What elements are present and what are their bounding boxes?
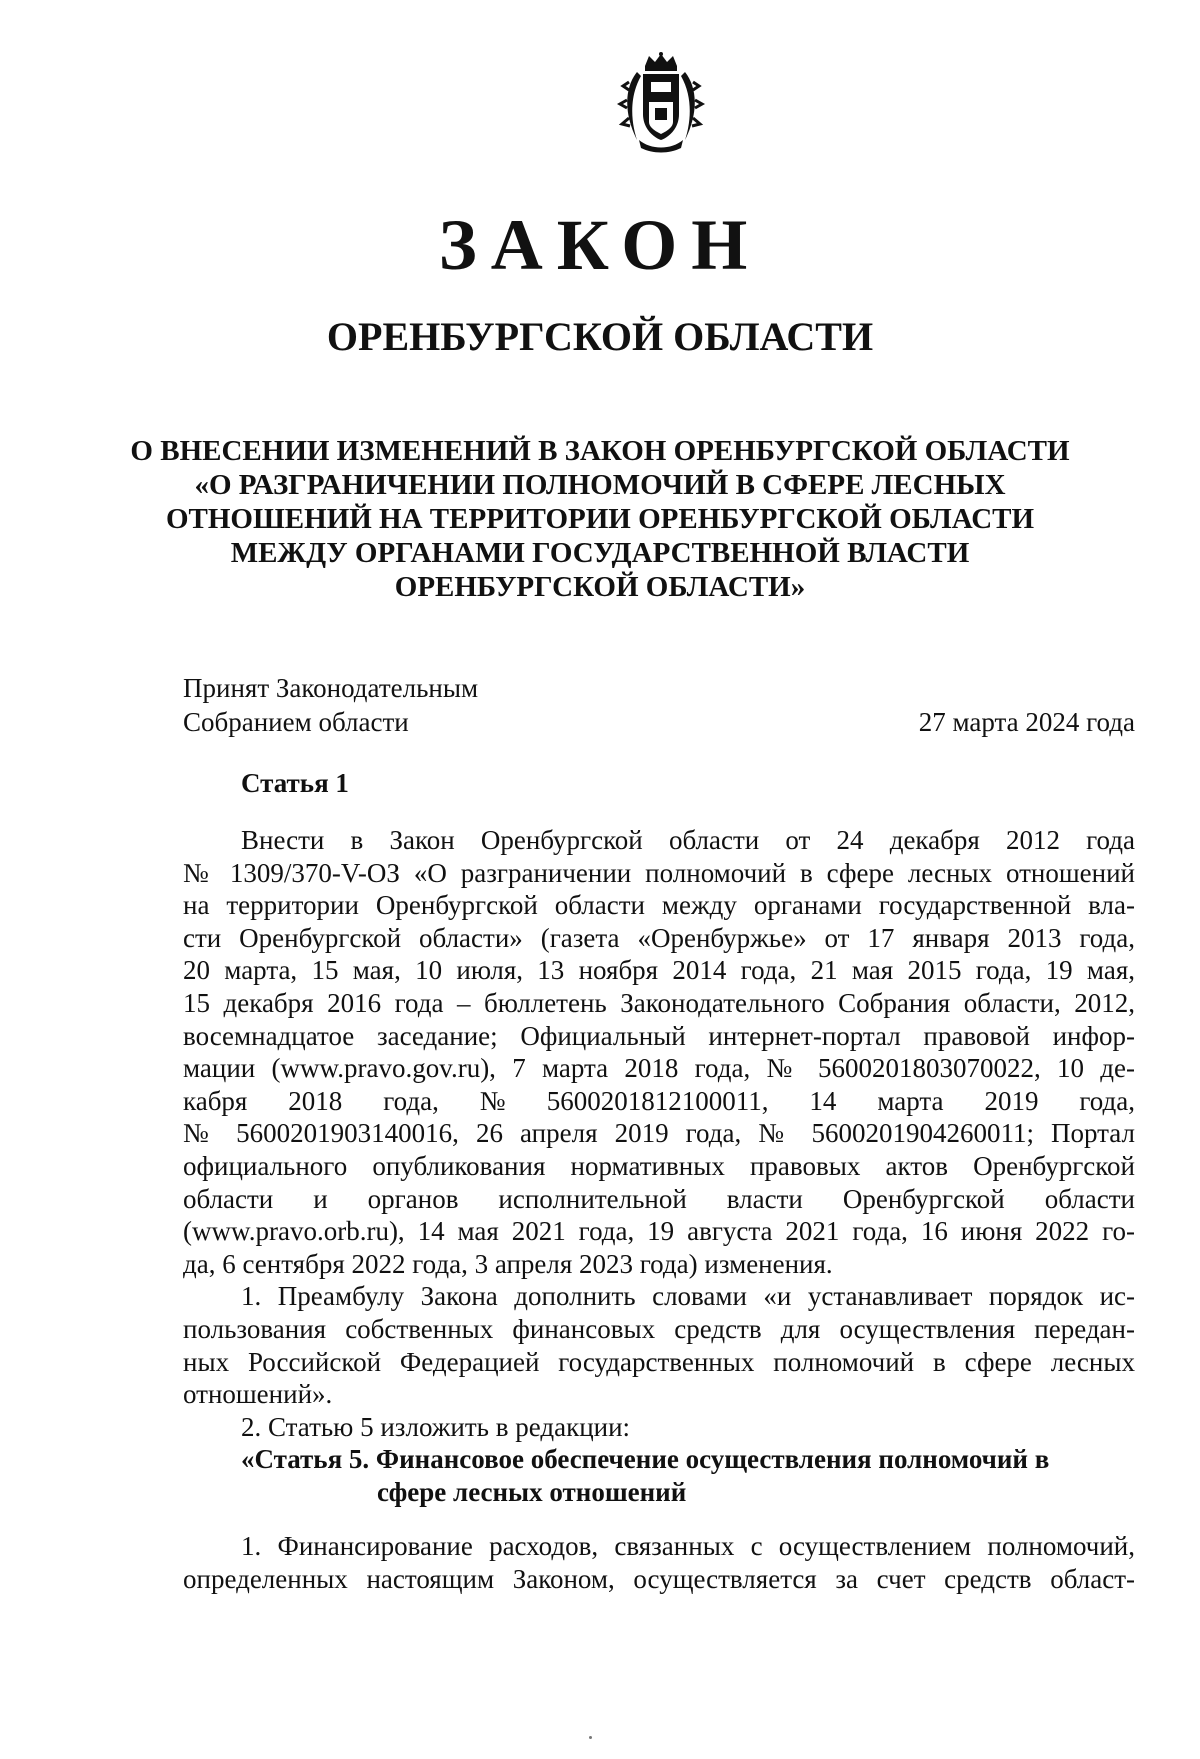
adopted-line: Собранием области <box>183 707 409 737</box>
heading-line: О ВНЕСЕНИИ ИЗМЕНЕНИЙ В ЗАКОН ОРЕНБУРГСКОЙ ОБЛАСТИ <box>130 435 1070 467</box>
body-line: сти Оренбургской области» (газета «Оренбуржье» от 17 января 2013 года, <box>183 922 1135 953</box>
heading-line: ОТНОШЕНИЙ НА ТЕРРИТОРИИ ОРЕНБУРГСКОЙ ОБЛАСТИ <box>165 503 1035 535</box>
heading-line: МЕЖДУ ОРГАНАМИ ГОСУДАРСТВЕННОЙ ВЛАСТИ <box>230 537 970 569</box>
body-line: № 5600201903140016, 26 апреля 2019 года, № 5600201904260011; Портал <box>183 1118 1135 1149</box>
coat-of-arms-icon <box>615 52 707 154</box>
body-line: 20 марта, 15 мая, 10 июля, 13 ноября 2014 года, 21 мая 2015 года, 19 мая, <box>183 955 1135 986</box>
article-title: Статья 1 <box>241 768 349 798</box>
adopted-by <box>183 671 478 739</box>
heading-line: «О РАЗГРАНИЧЕНИИ ПОЛНОМОЧИЙ В СФЕРЕ ЛЕСНЫХ <box>194 469 1006 501</box>
law-heading <box>100 434 1100 604</box>
body-line: на территории Оренбургской области между органами государственной вла- <box>183 890 1135 921</box>
body-line: восемнадцатое заседание; Официальный интернет-портал правовой инфор- <box>183 1020 1135 1051</box>
adopted-date: 27 марта 2024 года <box>918 707 1135 737</box>
body-line: пользования собственных финансовых средств для осуществления передан- <box>183 1313 1135 1344</box>
body-line: ных Российской Федерацией государственных полномочий в сфере лесных <box>183 1346 1135 1377</box>
body-line: № 1309/370-V-ОЗ «О разграничении полномочий в сфере лесных отношений <box>183 857 1135 888</box>
body-line: отношений». <box>183 1379 333 1410</box>
body-line: определенных настоящим Законом, осуществляется за счет средств област- <box>183 1564 1135 1595</box>
body-line-bold: сфере лесных отношений <box>377 1476 687 1507</box>
body-line: мации (www.pravo.gov.ru), 7 марта 2018 года, № 5600201803070022, 10 де- <box>183 1053 1135 1084</box>
adopted-line: Принят Законодательным <box>183 673 479 703</box>
body-line: Внести в Закон Оренбургской области от 24 декабря 2012 года <box>241 825 1135 855</box>
body-line: (www.pravo.orb.ru), 14 мая 2021 года, 19 августа 2021 года, 16 июня 2022 го- <box>183 1216 1135 1247</box>
scan-speck <box>589 1736 592 1739</box>
body-line: 1. Финансирование расходов, связанных с осуществлением полномочий, <box>241 1531 1135 1562</box>
body-line: официального опубликования нормативных правовых актов Оренбургской <box>183 1150 1135 1181</box>
paragraph-gap <box>183 1508 1135 1530</box>
region-title: ОРЕНБУРГСКОЙ ОБЛАСТИ <box>326 314 874 359</box>
body-line: кабря 2018 года, № 5600201812100011, 14 марта 2019 года, <box>183 1085 1135 1116</box>
law-title: ЗАКОН <box>438 205 762 285</box>
article-body <box>183 824 1135 1596</box>
body-line: 1. Преамбулу Закона дополнить словами «и устанавливает порядок ис- <box>241 1281 1135 1312</box>
body-line: 15 декабря 2016 года – бюллетень Законодательного Собрания области, 2012, <box>183 987 1135 1018</box>
body-line-bold: «Статья 5. Финансовое обеспечение осуществления полномочий в <box>241 1444 1050 1475</box>
heading-line: ОРЕНБУРГСКОЙ ОБЛАСТИ» <box>394 571 806 603</box>
body-line: 2. Статью 5 изложить в редакции: <box>241 1411 631 1442</box>
body-line: да, 6 сентября 2022 года, 3 апреля 2023 года) изменения. <box>183 1248 833 1279</box>
body-line: области и органов исполнительной власти Оренбургской области <box>183 1183 1135 1214</box>
